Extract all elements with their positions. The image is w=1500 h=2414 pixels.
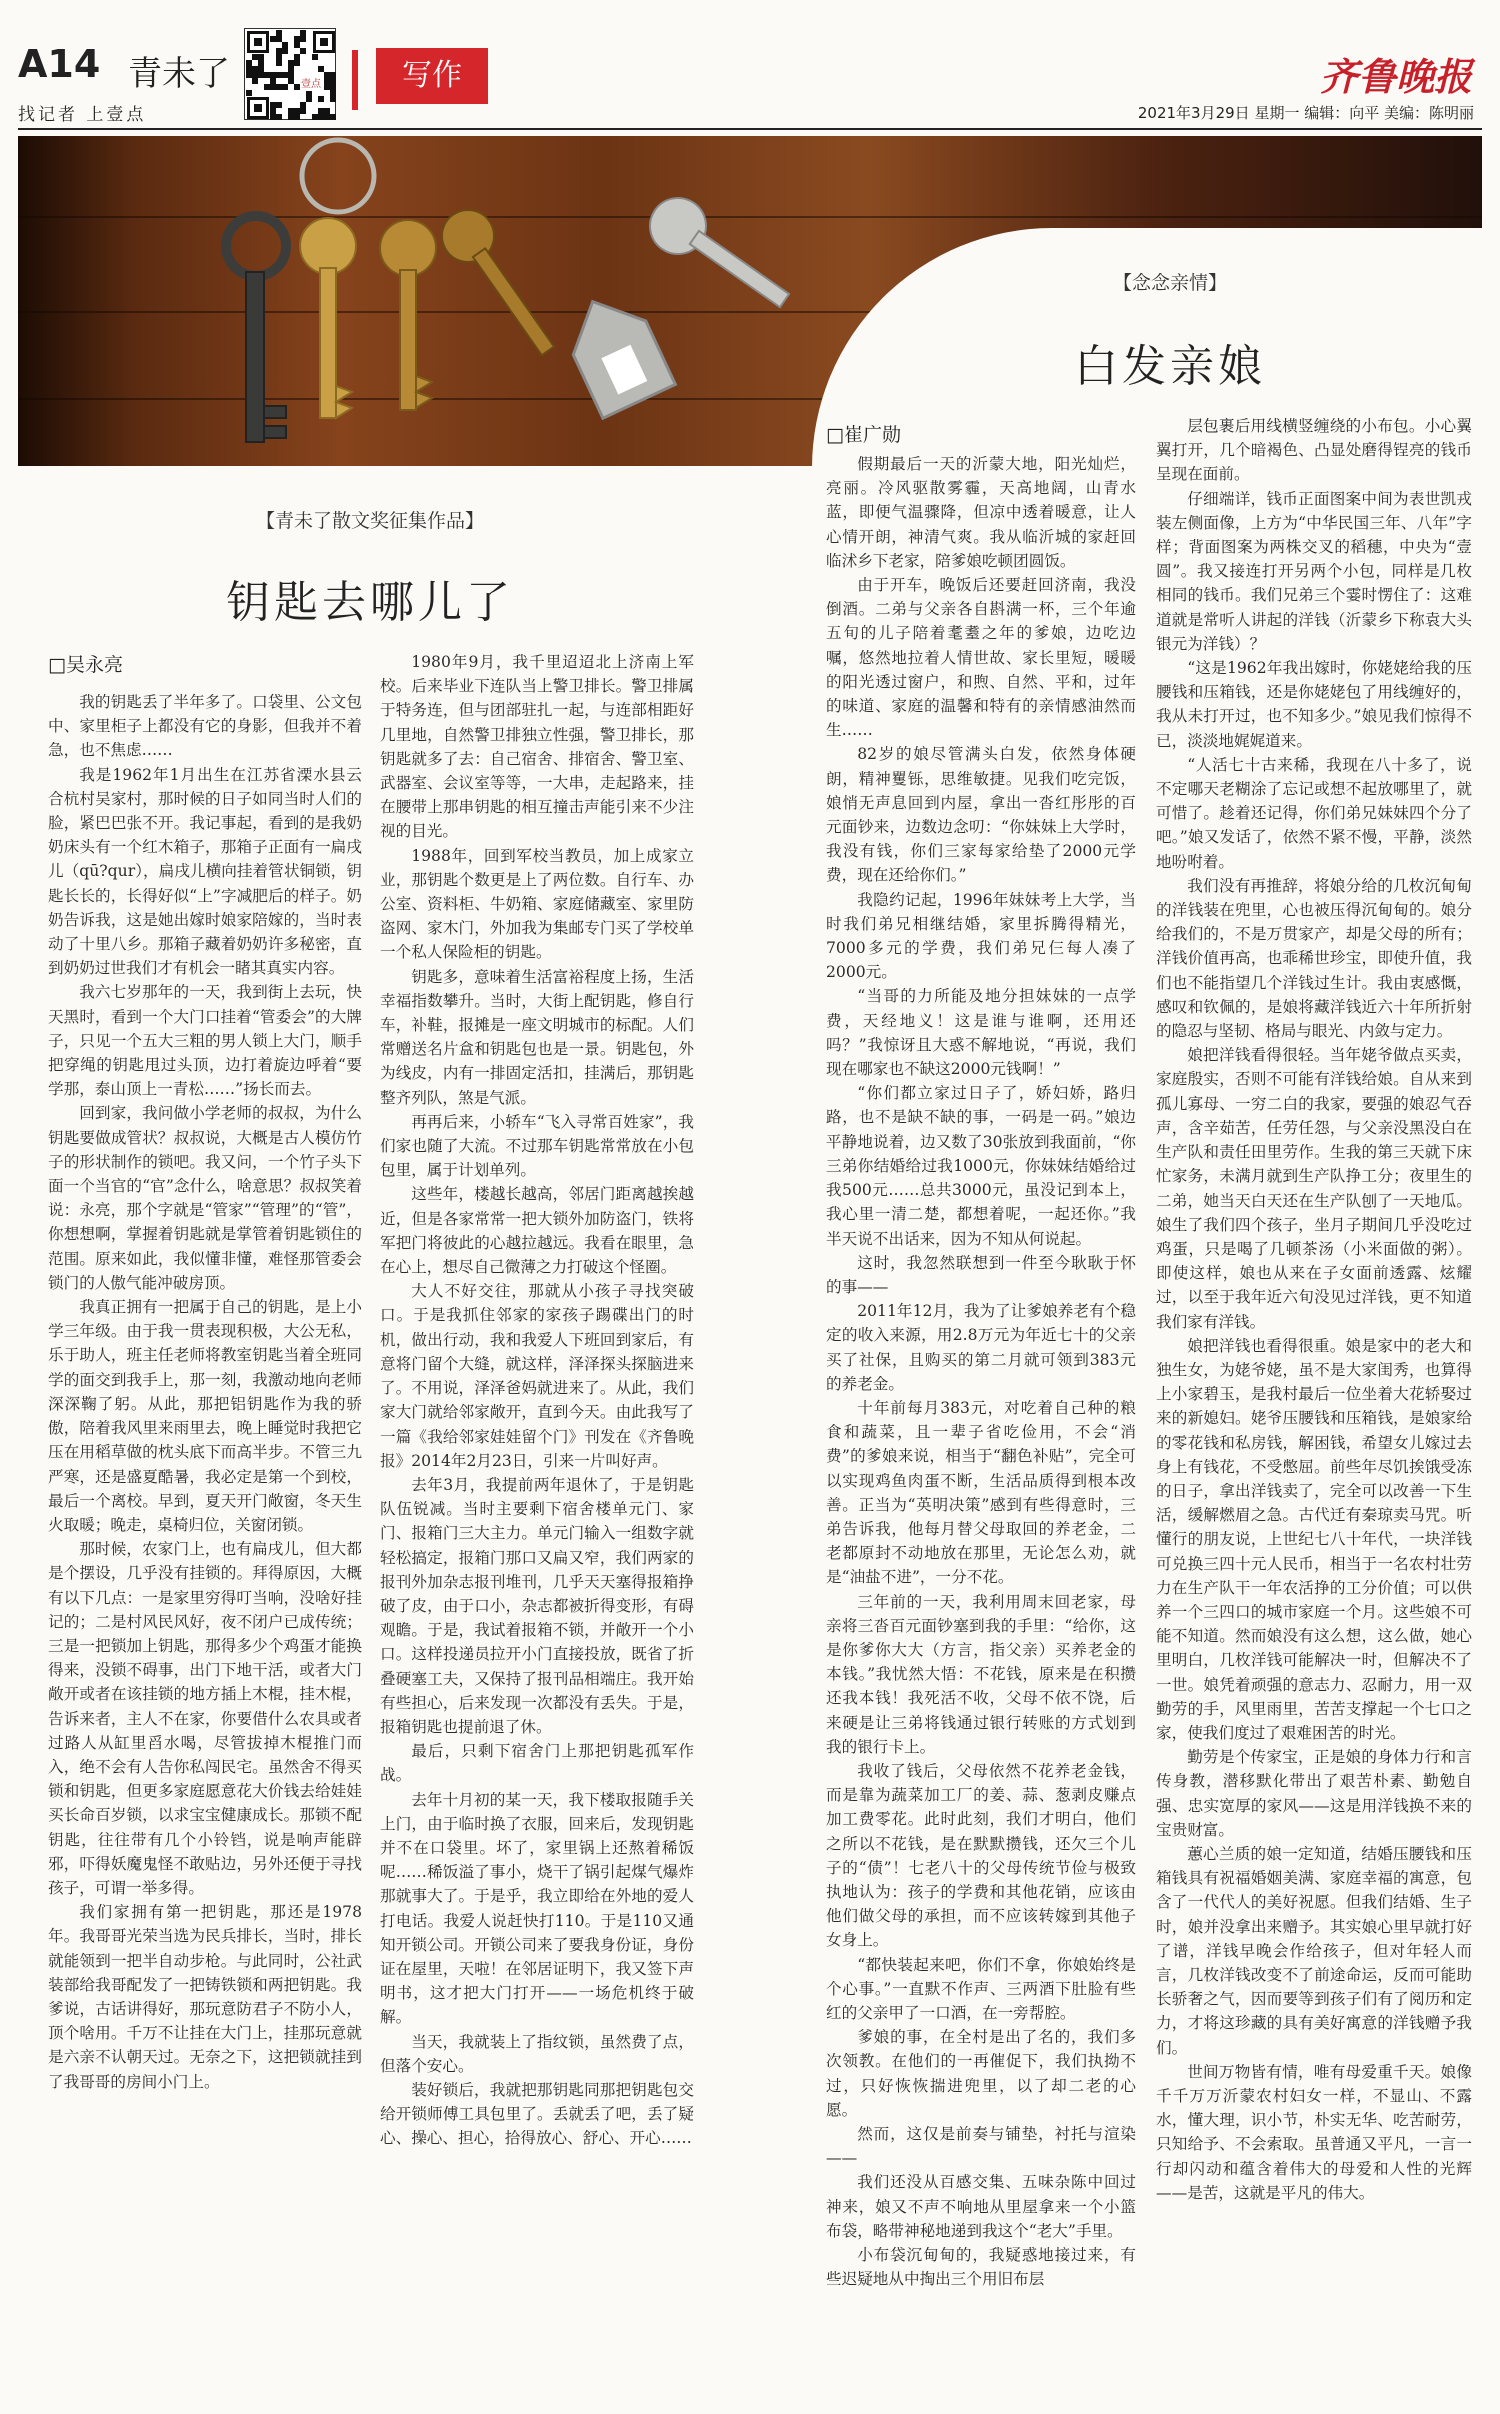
qr-module	[294, 60, 300, 66]
qr-module	[300, 48, 306, 54]
paragraph: 我们还没从百感交集、五味杂陈中回过神来，娘又不声不响地从里屋拿来一个小篮布袋，略带神秘地递到我这个“老大”手里。	[826, 2173, 1136, 2240]
paragraph: 然而，这仅是前奏与铺垫，衬托与渲染——	[826, 2125, 1136, 2168]
brass-key-icon	[380, 220, 436, 410]
qr-module	[252, 78, 258, 84]
right-article-byline: □崔广勋	[826, 424, 901, 446]
right-article-column-2	[1156, 414, 1472, 2404]
left-article-byline: □吴永亮	[48, 654, 123, 676]
paragraph: “都快装起来吧，你们不拿，你娘始终是个心事。”一直默不作声、三两酒下肚脸有些红的父亲甲了一口酒，在一旁帮腔。	[826, 1955, 1136, 2022]
silver-key-icon	[639, 187, 801, 323]
paragraph: 层包裹后用线横竖缠绕的小布包。小心翼翼打开，几个暗褐色、凸显处磨得锃亮的钱币呈现在面前。	[1156, 417, 1472, 484]
qr-module	[246, 90, 252, 96]
paragraph: 我是1962年1月出生在江苏省溧水县云合杭村吴家村，那时候的日子如同当时人们的脸，紧巴巴张不开。我记事起，看到的是我奶奶床头有一个红木箱子，那箱子正面有一扁戌儿（qū?qur），扁戌儿横向挂着管状铜锁，钥匙长长的，长得好似“上”字减肥后的样子。奶奶告诉我，这是她出嫁时娘家陪嫁的，当时表动了十里八乡。那箱子藏着奶奶许多秘密，直到奶奶过世我们才有机会一睹其真实内容。	[48, 765, 362, 978]
masthead	[0, 0, 1500, 135]
paragraph: 小布袋沉甸甸的，我疑惑地接过来，有些迟疑地从中掏出三个用旧布层	[826, 2246, 1136, 2289]
brass-key-icon	[300, 218, 356, 418]
qr-label: 壹点	[300, 74, 322, 91]
masthead-tagline: 找记者 上壹点	[18, 105, 147, 125]
qr-module	[282, 48, 288, 54]
paragraph: 由于开车，晚饭后还要赶回济南，我没倒酒。二弟与父亲各自斟满一杯，三个年逾五旬的儿子陪着耄耋之年的爹娘，边吃边嘱，悠然地拉着人情世故、家长里短，暖暖的阳光透过窗户，和煦、自然、平和，过年的味道、家庭的温馨和特有的亲情感油然而生……	[826, 576, 1136, 740]
paragraph: 我六七岁那年的一天，我到街上去玩，快天黑时，看到一个大门口挂着“管委会”的大牌子，只见一个五大三粗的男人锁上大门，顺手把穿绳的钥匙甩过头顶，边打着旋边呼着“要学那，泰山顶上一青松……”扬长而去。	[48, 983, 362, 1099]
qr-module	[300, 36, 306, 42]
paragraph: 装好锁后，我就把那钥匙同那把钥匙包交给开锁师傅工具包里了。丢就丢了吧，丢了疑心、操心、担心，拾得放心、舒心、开心……	[380, 2080, 694, 2148]
qr-module	[276, 60, 282, 66]
paper-logo: 齐鲁晚报	[1319, 54, 1472, 99]
left-article-kicker: 【青未了散文奖征集作品】	[255, 510, 484, 532]
qr-module	[276, 102, 282, 108]
paragraph: 世间万物皆有情，唯有母爱重千天。娘像千千万万沂蒙农村妇女一样，不显山、不露水，懂大理，识小节，朴实无华、吃苦耐劳，只知给予、不会索取。虽普通又平凡，一言一行却闪动和蕴含着伟大的母爱和人性的光辉——是苦，这就是平凡的伟大。	[1156, 2062, 1472, 2202]
paragraph: 三年前的一天，我利用周末回老家，母亲将三沓百元面钞塞到我的手里：“给你，这是你爹你大大（方言，指父亲）买养老金的本钱。”我忧然大悟：不花钱，原来是在积攒还我本钱！我死活不收，父母不依不饶，后来硬是让三弟将钱通过银行转账的方式划到我的银行卡上。	[826, 1592, 1136, 1756]
paragraph: 去年3月，我提前两年退休了，于是钥匙队伍锐减。当时主要剩下宿舍楼单元门、家门、报箱门三大主力。单元门输入一组数字就轻松搞定，报箱门那口又扁又窄，我们两家的报刊外加杂志报刊堆刊，几乎天天塞得报箱挣破了皮，由于口小，杂志都被折得变形，有碍观瞻。于是，我试着报箱不锁，并敞开一个小口。这样投递员拉开小门直接投放，既省了折叠硬塞工夫，又保持了报刊品相端庄。我开始有些担心，后来发现一次都没有丢失。于是，报箱钥匙也提前退了休。	[380, 1475, 694, 1736]
column-tab-bar	[352, 50, 358, 110]
qr-module	[330, 96, 336, 102]
paragraph: “当哥的力所能及地分担妹妹的一点学费，天经地义！这是谁与谁啊，还用还吗？”我惊讶且大惑不解地说，“再说，我们现在哪家也不缺这2000元钱啊！”	[826, 987, 1136, 1079]
qr-module	[294, 114, 300, 120]
qr-module	[330, 114, 336, 120]
paragraph: 娘把洋钱也看得很重。娘是家中的老大和独生女，为姥爷姥，虽不是大家闺秀，也算得上小家碧玉，是我村最后一位坐着大花轿娶过来的新媳妇。姥爷压腰钱和压箱钱，是娘家给的零花钱和私房钱，解困钱，希望女儿嫁过去身上有钱花，不受憋屈。前些年尽饥挨饿受冻的日子，拿出洋钱卖了，完全可以改善一下生活，缓解燃眉之急。古代迁有秦琼卖马咒。听懂行的朋友说，上世纪七八十年代，一块洋钱可兑换三四十元人民币，相当于一名农村壮劳力在生产队干一年农活挣的工分价值；可以供养一个三四口的城市家庭一个月。这些娘不可能不知道。然而娘没有这么想，这么做，她心里明白，几枚洋钱可能解决一时，但解决不了一世。娘凭着顽强的意志力、忍耐力，用一双勤劳的手，风里雨里，苦苦支撑起一个七口之家，使我们度过了艰难困苦的时光。	[1156, 1336, 1472, 1742]
paragraph: 蕙心兰质的娘一定知道，结婚压腰钱和压箱钱具有祝福婚姻美满、家庭幸福的寓意，包含了一代代人的美好祝愿。但我们结婚、生子时，娘并没拿出来赠予。其实娘心里早就打好了谱，洋钱早晚会作给孩子，但对年轻人而言，几枚洋钱改变不了前途命运，反而可能助长骄奢之气，因而要等到孩子们有了阅历和定力，才将这珍藏的具有美好寓意的洋钱赠予我们。	[1156, 1844, 1472, 2057]
page-number: A14	[18, 42, 101, 86]
date-editor-line: 2021年3月29日 星期一 编辑：向平 美编：陈明丽	[1137, 104, 1474, 122]
brass-key-icon	[432, 200, 570, 366]
qr-module	[312, 54, 318, 60]
qr-module	[300, 108, 306, 114]
right-article-title: 白发亲娘	[1074, 341, 1266, 392]
paragraph: 82岁的娘尽管满头白发，依然身体硬朗，精神矍铄，思维敏捷。见我们吃完饭，娘悄无声息回到内屋，拿出一沓红彤彤的百元面钞来，边数边念叨：“你妹妹上大学时，我没有钱，你们三家每家给垫了2000元学费，现在还给你们。”	[826, 745, 1136, 885]
paragraph: 这时，我忽然联想到一件至今耿耿于怀的事——	[826, 1253, 1136, 1296]
paragraph: 再再后来，小轿车“飞入寻常百姓家”，我们家也随了大流。不过那车钥匙常常放在小包包里，属于计划单列。	[380, 1112, 694, 1180]
qr-finder	[247, 97, 269, 119]
paragraph: 钥匙多，意味着生活富裕程度上扬，生活幸福指数攀升。当时，大街上配钥匙，修自行车，补鞋，报摊是一座文明城市的标配。人们常赠送名片盒和钥匙包也是一景。钥匙包，外为线皮，内有一排固定活扣，挂满后，那钥匙整齐列队，煞是气派。	[380, 967, 694, 1107]
paragraph: 我收了钱后，父母依然不花养老金钱，而是靠为蔬菜加工厂的姜、蒜、葱剥皮赚点加工费零花。此时此刻，我们才明白，他们之所以不花钱，是在默默攒钱，还欠三个儿子的“债”！七老八十的父母传统节俭与极致执地认为：孩子的学费和其他花销，应该由他们做父母的承担，而不应该转嫁到其他子女身上。	[826, 1761, 1136, 1950]
paragraph: 我隐约记起，1996年妹妹考上大学，当时我们弟兄相继结婚，家里拆腾得精光，7000多元的学费，我们弟兄仨每人凑了2000元。	[826, 890, 1136, 982]
paragraph: 那时候，农家门上，也有扁戌儿，但大都是个摆设，几乎没有挂锁的。拜得原因，大概有以下几点：一是家里穷得叮当响，没啥好挂记的；二是村风民风好，夜不闭户已成传统；三是一把锁加上钥匙，那得多少个鸡蛋才能换得来，没锁不碍事，出门下地干活，或者大门敞开或者在该挂锁的地方插上木棍，挂木棍，告诉来者，主人不在家，你要借什么农具或者过路人从缸里舀水喝，尽管拔掉木棍推门而入，绝不会有人告你私闯民宅。虽然舍不得买锁和钥匙，但更多家庭愿意花大价钱去给娃娃买长命百岁锁，以求宝宝健康成长。那锁不配钥匙，往往带有几个小铃铛，说是响声能辟邪，吓得妖魔鬼怪不敢贴边，另外还便于寻找孩子，可谓一举多得。	[48, 1540, 362, 1897]
key-ring-icon	[302, 140, 374, 212]
paragraph: 爹娘的事，在全村是出了名的，我们多次领教。在他们的一再催促下，我们执拗不过，只好恢恢揣进兜里，以了却二老的心愿。	[826, 2028, 1136, 2119]
paragraph: 我真正拥有一把属于自己的钥匙，是上小学三年级。由于我一贯表现积极，大公无私，乐于助人，班主任老师将教室钥匙当着全班同学的面交到我手上，那一刻，我激动地向老师深深鞠了躬。从此，那把铝钥匙作为我的骄傲，陪着我风里来雨里去，晚上睡觉时我把它压在用稻草做的枕头底下而高半步。不管三九严寒，还是盛夏酷暑，我必定是第一个到校，最后一个离校。早到，夏天开门敞窗，冬天生火取暖；晚走，桌椅归位，关窗闭锁。	[48, 1298, 362, 1534]
qr-module	[318, 96, 324, 102]
paragraph: 1988年，回到军校当教员，加上成家立业，那钥匙个数更是上了两位数。自行车、办公室、资料柜、牛奶箱、家庭储藏室、家里防盗网、家木门，外加我为集邮专门买了学校单一个私人保险柜的钥匙。	[380, 846, 694, 962]
qr-module	[282, 84, 288, 90]
paragraph: 我们没有再推辞，将娘分给的几枚沉甸甸的洋钱装在兜里，心也被压得沉甸甸的。娘分给我们的，不是万贯家产，却是父母的所有；洋钱价值再高，也乖稀世珍宝，即使升值，我们也不能指望几个洋钱过生计。我由衷感慨，感叹和钦佩的，是娘将藏洋钱近六十年所折射的隐忍与坚韧、格局与眼光、内敛与定力。	[1156, 876, 1472, 1041]
paragraph: 这些年，楼越长越高，邻居门距离越挨越近，但是各家常常一把大锁外加防盗门，铁将军把门将彼此的心越拉越远。我看在眼里，急在心上，想尽自己微薄之力打破这个怪圈。	[380, 1185, 694, 1277]
left-article-column-2	[380, 650, 694, 2402]
old-key-icon	[226, 216, 286, 442]
paragraph: 娘把洋钱看得很轻。当年姥爷做点买卖，家庭殷实，否则不可能有洋钱给娘。自从来到孤儿寡母、一穷二白的我家，要强的娘忍气吞声，含辛茹苦，任劳任怨，与父亲没黑没白在生产队和责任田里劳作。生我的第三天就下床忙家务，未满月就到生产队挣工分；夜里生的二弟，她当天白天还在生产队刨了一天地瓜。娘生了我们四个孩子，坐月子期间几乎没吃过鸡蛋，只是喝了几顿茶汤（小米面做的粥）。即使这样，娘也从来在子女面前透露、炫耀过，以至于我年近六旬没见过洋钱，更不知道我们家有洋钱。	[1156, 1046, 1472, 1331]
house-keychain-icon	[556, 285, 675, 419]
column-tab	[352, 42, 502, 112]
right-article-column-1	[826, 452, 1136, 2402]
paragraph: “人活七十古来稀，我现在八十多了，说不定哪天老糊涂了忘记或想不起放哪里了，就可惜了。趁着还记得，你们弟兄妹妹四个分了吧。”娘又发话了，依然不紧不慢，平静，淡然地吩咐着。	[1156, 755, 1472, 871]
paragraph: 2011年12月，我为了让爹娘养老有个稳定的收入来源，用2.8万元为年近七十的父亲买了社保，且购买的第二月就可领到383元的养老金。	[826, 1302, 1136, 1393]
qr-finder	[313, 31, 335, 53]
left-article-column-1	[48, 690, 362, 2402]
section-name: 青未了	[128, 54, 230, 94]
paragraph: 假期最后一天的沂蒙大地，阳光灿烂，亮丽。冷风驱散雾霾，天高地阔，山青水蓝，即便气温骤降，但凉中透着暖意，让人心情开朗，神清气爽。我从临沂城的家赶回临沭乡下老家，陪爹娘吃顿团圆饭。	[826, 455, 1136, 570]
paragraph: 我们家拥有第一把钥匙，那还是1978年。我哥哥光荣当选为民兵排长，当时，排长就能领到一把半自动步枪。与此同时，公社武装部给我哥配发了一把铸铁锁和两把钥匙。我爹说，古话讲得好，那玩意防君子不防小人，顶个啥用。千万不让挂在大门上，挂那玩意就是六亲不认朝天过。无奈之下，这把锁就挂到了我哥哥的房间小门上。	[48, 1903, 362, 2091]
paragraph: 勤劳是个传家宝，正是娘的身体力行和言传身教，潜移默化带出了艰苦朴素、勤勉自强、忠实宽厚的家风——这是用洋钱换不来的宝贵财富。	[1156, 1748, 1472, 1839]
left-article-title: 钥匙去哪儿了	[226, 577, 514, 628]
paragraph: 去年十月初的某一天，我下楼取报随手关上门，由于临时换了衣服，回来后，发现钥匙并不在口袋里。坏了，家里锅上还熬着稀饭呢……稀饭溢了事小，烧干了锅引起煤气爆炸那就事大了。于是乎，我立即给在外地的爱人打电话。我爱人说赶快打110。于是110又通知开锁公司。开锁公司来了要我身份证，身份证在屋里，天啦！在邻居证明下，我又签下声明书，这才把大门打开——一场危机终于破解。	[380, 1790, 694, 2027]
column-badge: 写作	[376, 48, 488, 104]
paragraph: 当天，我就装上了指纹锁，虽然费了点，但落个安心。	[380, 2032, 694, 2075]
paragraph: 大人不好交往，那就从小孩子寻找突破口。于是我抓住邻家的家孩子踢碟出门的时机，做出行动，我和我爱人下班回到家后，有意将门留个大缝，就这样，泽泽探头探脑进来了。不用说，泽泽爸妈就进来了。从此，我们家大门就给邻家敞开，直到今天。由此我写了一篇《我给邻家娃娃留个门》刊发在《齐鲁晚报》2014年2月23日，引来一片叫好声。	[380, 1282, 694, 1470]
qr-finder	[247, 31, 269, 53]
paragraph: 最后，只剩下宿舍门上那把钥匙孤军作战。	[380, 1742, 694, 1785]
right-article-kicker: 【念念亲情】	[1112, 272, 1227, 294]
paragraph: 回到家，我问做小学老师的叔叔，为什么钥匙要做成管状？叔叔说，大概是古人模仿竹子的形状制作的锁吧。我又问，一个竹子头下面一个当官的“官”念什么，啥意思？叔叔笑着说：永亮，那个字就是“管家”“管理”的“管”，你想想啊，掌握着钥匙就是掌管着钥匙锁住的范围。原来如此，我似懂非懂，难怪那管委会锁门的人傲气能冲破房顶。	[48, 1104, 362, 1292]
qr-module	[276, 114, 282, 120]
qr-code-icon	[244, 28, 336, 120]
paragraph: 十年前每月383元，对吃着自己种的粮食和蔬菜，且一辈子省吃俭用，不会“消费”的爹娘来说，相当于“翻色补贴”，完全可以实现鸡鱼肉蛋不断，生活品质得到根本改善。正当为“英明决策”感到有些得意时，三弟告诉我，他每月替父母取回的养老金，二老都原封不动地放在那里，无论怎么劝，就是“油盐不进”，一分不花。	[826, 1398, 1136, 1587]
paragraph: 1980年9月，我千里迢迢北上济南上军校。后来毕业下连队当上警卫排长。警卫排属于特务连，但与团部驻扎一起，与连部相距好几里地，自然警卫排独立性强，警卫排长，那钥匙就多了去：自己宿舍、排宿舍、警卫室、武器室、会议室等等，一大串，走起路来，挂在腰带上那串钥匙的相互撞击声能引来不少注视的目光。	[380, 653, 694, 841]
qr-module	[306, 96, 312, 102]
paragraph: “这是1962年我出嫁时，你姥姥给我的压腰钱和压箱钱，还是你姥姥包了用线缠好的，我从未打开过，也不知多少。”娘见我们惊得不已，淡淡地娓娓道来。	[1156, 659, 1472, 750]
masthead-rule	[18, 128, 1482, 130]
paragraph: “你们都立家过日子了，娇妇娇，路归路，也不是缺不缺的事，一码是一码。”娘边平静地说着，边又数了30张放到我面前，“你三弟你结婚给过我1000元，你妹妹结婚给过我500元……总共3000元，虽没记到本上，我心里一清二楚，都想着呢，一起还你。”我半天说不出话来，因为不知从何说起。	[826, 1084, 1136, 1248]
paragraph: 仔细端详，钱币正面图案中间为表世凯戎装左侧面像，上方为“中华民国三年、八年”字样；背面图案为两株交叉的稻穗，中央为“壹圆”。我又接连打开另两个小包，同样是几枚相同的钱币。我们兄弟三个霎时愣住了：这难道就是常听人讲起的洋钱（沂蒙乡下称袁大头银元为洋钱）？	[1156, 489, 1472, 653]
paragraph: 我的钥匙丢了半年多了。口袋里、公文包中、家里柜子上都没有它的身影，但我并不着急，也不焦虑……	[48, 693, 362, 760]
